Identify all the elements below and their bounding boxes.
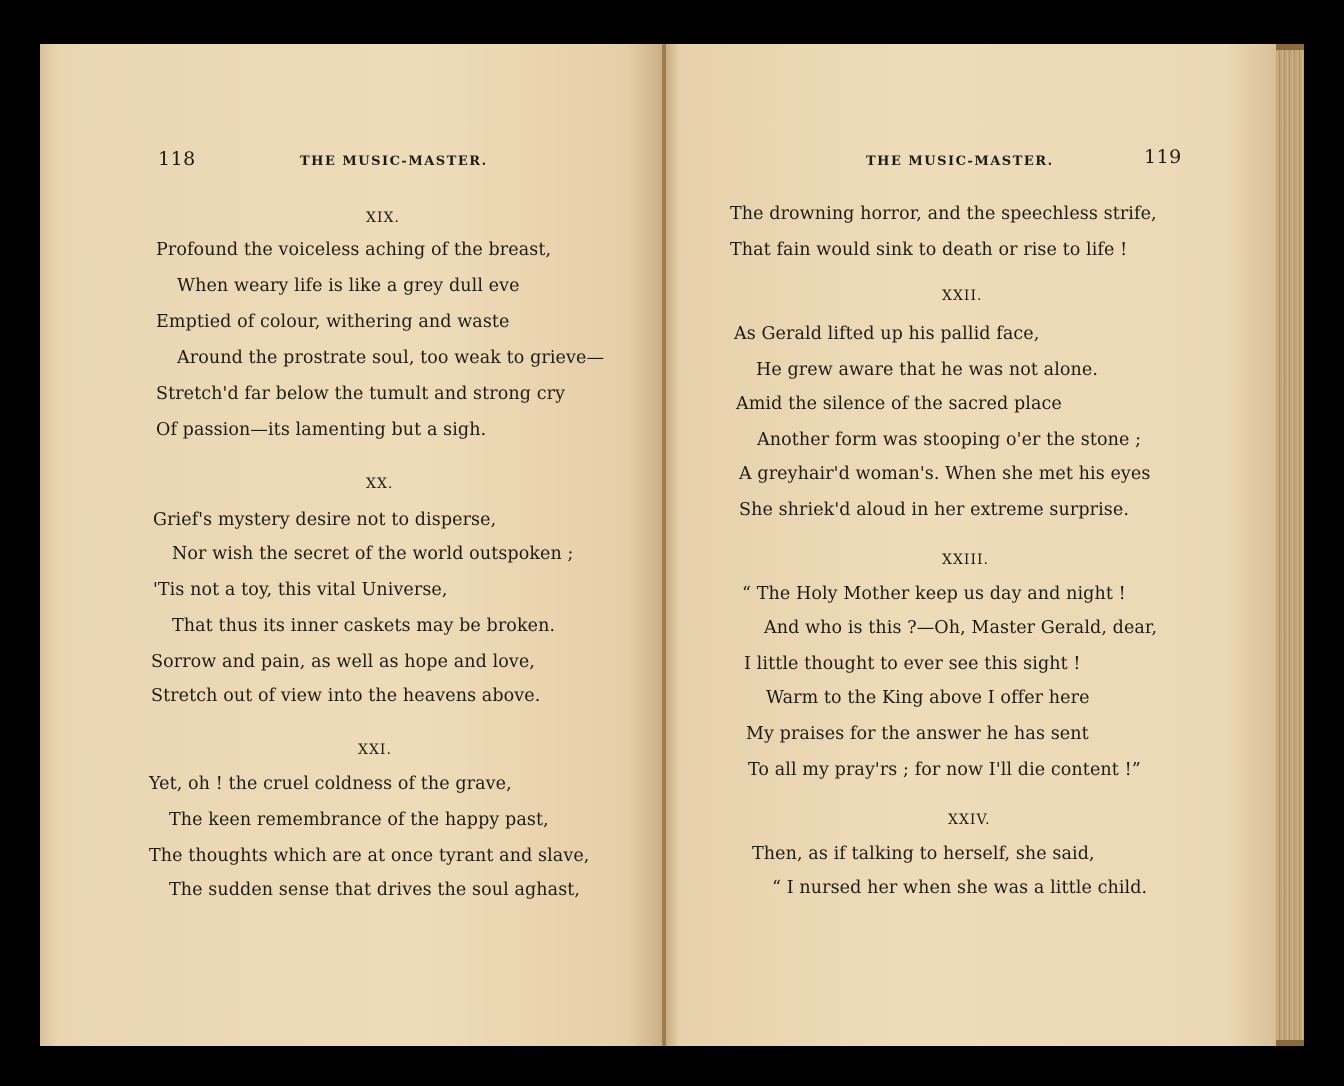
running-head: THE MUSIC-MASTER. [300,154,488,169]
verse-line: Amid the silence of the sacred place [736,394,1062,414]
verse-line: He grew aware that he was not alone. [756,360,1099,380]
stanza-number: XXI. [358,742,392,758]
open-book [40,44,1304,1046]
verse-line: Profound the voiceless aching of the breast, [156,240,552,260]
verse-line: As Gerald lifted up his pallid face, [734,324,1040,344]
verse-line: Yet, oh ! the cruel coldness of the grave, [149,774,512,794]
verse-line: “ I nursed her when she was a little child. [772,878,1148,898]
verse-line: A greyhair'd woman's. When she met his eyes [739,464,1151,484]
verse-line: Sorrow and pain, as well as hope and love, [151,652,536,672]
verse-line: The thoughts which are at once tyrant and slave, [149,846,590,866]
verse-line: Then, as if talking to herself, she said, [752,844,1095,864]
verse-line: I little thought to ever see this sight ! [744,654,1081,674]
verse-line: And who is this ?—Oh, Master Gerald, dear, [764,618,1158,638]
verse-line: To all my pray'rs ; for now I'll die content !” [748,760,1141,780]
page-number: 118 [158,148,196,170]
verse-line: When weary life is like a grey dull eve [177,276,520,296]
stanza-number: XX. [366,476,394,492]
stanza-number: XXIV. [948,812,991,828]
verse-line: Another form was stooping o'er the stone ; [757,430,1142,450]
verse-line: That fain would sink to death or rise to life ! [730,240,1128,260]
stanza-number: XXIII. [942,552,989,568]
verse-line: Stretch out of view into the heavens above. [151,686,541,706]
verse-line: Emptied of colour, withering and waste [156,312,510,332]
verse-line: “ The Holy Mother keep us day and night ! [742,584,1126,604]
running-head: THE MUSIC-MASTER. [866,154,1054,169]
verse-line: Around the prostrate soul, too weak to grieve— [177,348,605,368]
verse-line: Of passion—its lamenting but a sigh. [156,420,487,440]
verse-line: That thus its inner caskets may be broken. [172,616,556,636]
verse-line: Nor wish the secret of the world outspoken ; [172,544,574,564]
right-page [666,44,1276,1046]
verse-line: The keen remembrance of the happy past, [169,810,549,830]
page-number: 119 [1144,146,1182,168]
verse-line: She shriek'd aloud in her extreme surprise. [739,500,1129,520]
verse-line: Grief's mystery desire not to disperse, [153,510,497,530]
verse-line: Warm to the King above I offer here [766,688,1090,708]
left-page [40,44,664,1046]
stanza-number: XIX. [366,210,400,226]
verse-line: 'Tis not a toy, this vital Universe, [153,580,448,600]
verse-line: My praises for the answer he has sent [746,724,1089,744]
stanza-number: XXII. [942,288,983,304]
verse-line: The drowning horror, and the speechless strife, [730,204,1157,224]
verse-line: Stretch'd far below the tumult and strong cry [156,384,566,404]
page-edges [1276,50,1304,1040]
verse-line: The sudden sense that drives the soul aghast, [169,880,581,900]
